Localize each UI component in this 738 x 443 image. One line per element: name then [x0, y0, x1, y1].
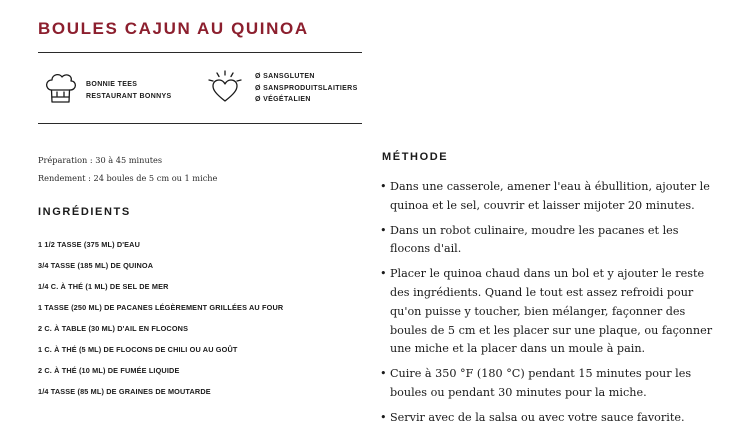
recipe-meta	[38, 151, 217, 187]
diet-tag-vegan: Ø VÉGÉTALIEN	[255, 96, 311, 103]
ingredient-item: 1 C. À THÉ (5 ML) DE FLOCONS DE CHILI OU AU GOÛT	[38, 345, 238, 354]
method-step-text: Placer le quinoa chaud dans un bol et y ajouter le reste des ingrédients. Quand le tout est assez refroidi pour qu'on puisse y toucher, bien mélanger, façonner des boules de 5 cm et les placer sur une plaque, ou façonner une miche et la placer dans un moule à pain.	[390, 267, 713, 356]
diet-tag-dairy-free: Ø SANSPRODUITSLAITIERS	[255, 84, 358, 92]
ingredient-item: 2 C. À THÉ (10 ML) DE FUMÉE LIQUIDE	[38, 366, 180, 375]
method-step-text: Dans une casserole, amener l'eau à ébullition, ajouter le quinoa et le sel, couvrir et laisser mijoter 20 minutes.	[390, 180, 710, 212]
ingredient-item: 1 1/2 TASSE (375 ML) D'EAU	[38, 240, 141, 249]
bullet: •	[380, 180, 387, 193]
bullet: •	[380, 367, 387, 381]
method-step	[380, 222, 720, 260]
recipe-title: BOULES CAJUN AU QUINOA	[38, 19, 309, 38]
ingredients-heading: INGRÉDIENTS	[38, 206, 131, 218]
header-divider	[38, 52, 362, 53]
ingredient-list	[38, 238, 283, 406]
ingredient-item: 1/4 TASSE (85 ML) DE GRAINES DE MOUTARDE	[38, 387, 211, 396]
method-step	[380, 265, 720, 359]
header-divider-bottom	[38, 123, 362, 124]
method-step-text: Servir avec de la salsa ou avec votre sauce favorite.	[390, 410, 685, 424]
recipe-yield: Rendement : 24 boules de 5 cm ou 1 miche	[38, 173, 218, 183]
ingredient-item: 2 C. À TABLE (30 ML) D'AIL EN FLOCONS	[38, 324, 189, 333]
preparation-time: Préparation : 30 à 45 minutes	[38, 155, 163, 165]
restaurant-name: RESTAURANT BONNYS	[86, 93, 172, 100]
chef-name: BONNIE TEES	[86, 81, 138, 88]
method-step	[380, 365, 720, 403]
bullet: •	[380, 410, 387, 424]
method-step-text: Cuire à 350 °F (180 °C) pendant 15 minutes pour les boules ou pendant 30 minutes pour la miche.	[390, 367, 692, 399]
bullet: •	[380, 267, 387, 281]
method-step-text: Dans un robot culinaire, moudre les pacanes et les flocons d'ail.	[390, 223, 679, 256]
method-step	[380, 409, 720, 428]
method-step	[380, 178, 720, 216]
ingredient-item: 1/4 C. À THÉ (1 ML) DE SEL DE MER	[38, 282, 169, 291]
method-step-list	[380, 178, 720, 434]
ingredient-item: 1 TASSE (250 ML) DE PACANES LÉGÈREMENT GRILLÉES AU FOUR	[38, 303, 284, 312]
ingredient-item: 3/4 TASSE (185 ML) DE QUINOA	[38, 261, 154, 270]
chef-hat-icon	[42, 70, 78, 106]
diet-tag-gluten-free: Ø SANSGLUTEN	[255, 73, 315, 80]
heart-icon	[206, 68, 244, 106]
bullet: •	[380, 223, 387, 237]
method-heading: MÉTHODE	[382, 151, 449, 163]
